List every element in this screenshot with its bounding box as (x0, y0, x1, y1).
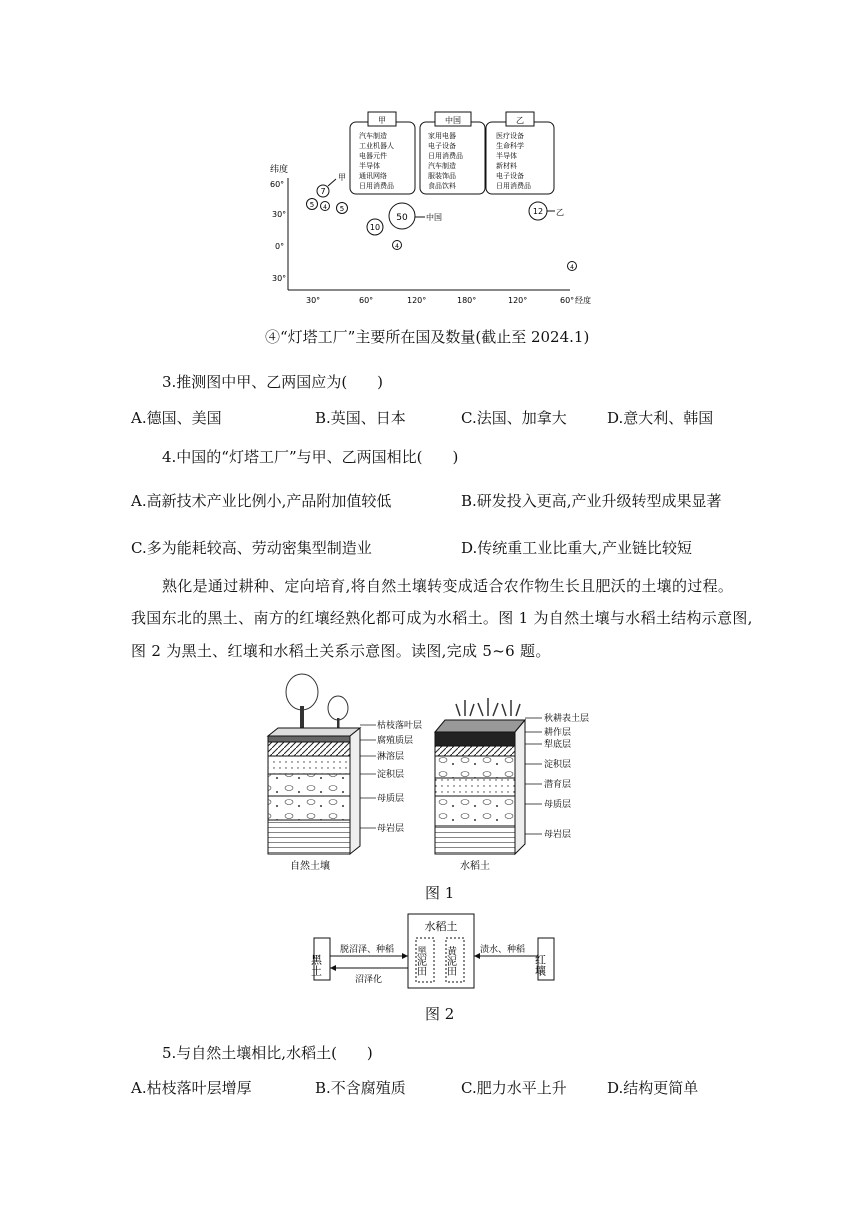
question-3-stem: 3.推测图中甲、乙两国应为( ) (162, 373, 384, 391)
svg-text:犁底层: 犁底层 (544, 740, 572, 750)
q4-option-b[interactable]: B.研发投入更高,产业升级转型成果显著 (461, 492, 722, 510)
lat-tick: 30° (272, 210, 287, 219)
lon-tick: 60° (560, 296, 575, 305)
soil-relationship-diagram (300, 910, 570, 992)
lat-tick: 60° (270, 180, 285, 189)
question-5-stem: 5.与自然土壤相比,水稻土( ) (162, 1044, 373, 1062)
figure-1-caption: 图 1 (425, 884, 455, 902)
q3-option-b[interactable]: B.英国、日本 (315, 409, 406, 427)
paddy-soil-block (435, 698, 589, 872)
q5-option-d[interactable]: D.结构更简单 (607, 1079, 699, 1097)
q5-option-b[interactable]: B.不含腐殖质 (315, 1079, 406, 1097)
arrow-label-swamp: 沼泽化 (355, 975, 383, 985)
box-item: 日用消费品 (496, 182, 531, 190)
box-item: 服装饰品 (428, 172, 456, 180)
box-title: 甲 (378, 116, 386, 125)
circle-5a (307, 199, 318, 210)
circle-yi-12 (529, 202, 564, 220)
svg-text:母质层: 母质层 (377, 794, 405, 804)
paddy-soil-box (408, 914, 474, 988)
q3-option-d[interactable]: D.意大利、韩国 (607, 409, 714, 427)
natural-soil-block (268, 674, 422, 872)
lon-tick: 120° (508, 296, 528, 305)
lon-tick: 180° (457, 296, 477, 305)
svg-text:淀积层: 淀积层 (377, 770, 405, 780)
label-china: 中国 (426, 213, 442, 222)
black-mud-field: 黑泥田 (414, 946, 426, 976)
passage-line-1: 熟化是通过耕种、定向培育,将自然土壤转变成适合农作物生长且肥沃的土壤的过程。 (162, 577, 734, 595)
q5-option-a[interactable]: A.枯枝落叶层增厚 (131, 1079, 252, 1097)
box-item: 汽车制造 (359, 132, 387, 140)
svg-text:10: 10 (369, 223, 381, 232)
circle-10 (367, 219, 383, 235)
svg-text:4: 4 (395, 243, 399, 250)
lon-tick: 120° (407, 296, 427, 305)
box-china (420, 112, 485, 194)
circle-4a (321, 202, 330, 212)
circle-china-50 (389, 203, 442, 229)
box-jia (350, 112, 415, 194)
q4-option-a[interactable]: A.高新技术产业比例小,产品附加值较低 (131, 492, 392, 510)
q3-option-a[interactable]: A.德国、美国 (131, 409, 222, 427)
lon-tick: 60° (359, 296, 374, 305)
svg-text:5: 5 (339, 205, 345, 213)
lat-tick: 0° (275, 242, 285, 251)
circle-4b (393, 241, 402, 251)
svg-text:腐殖质层: 腐殖质层 (377, 736, 414, 746)
svg-text:12: 12 (532, 207, 544, 216)
q4-option-c[interactable]: C.多为能耗较高、劳动密集型制造业 (131, 539, 372, 557)
svg-text:4: 4 (323, 204, 327, 211)
svg-text:5: 5 (309, 201, 315, 209)
box-item: 汽车制造 (428, 162, 456, 170)
svg-text:母岩层: 母岩层 (544, 830, 572, 840)
y-axis-label: 纬度 (270, 165, 289, 175)
label-yi: 乙 (556, 208, 564, 217)
svg-text:4: 4 (570, 264, 574, 271)
q4-option-d[interactable]: D.传统重工业比重大,产业链比较短 (461, 539, 693, 557)
q3-option-c[interactable]: C.法国、加拿大 (461, 409, 567, 427)
svg-text:耕作层: 耕作层 (544, 728, 572, 738)
black-soil-box (310, 938, 331, 980)
circle-5b (337, 203, 348, 214)
circle-4c (568, 262, 577, 272)
paddy-soil-title: 水稻土 (460, 861, 490, 872)
circle-jia-7 (317, 173, 346, 197)
svg-text:潜育层: 潜育层 (544, 780, 572, 790)
arrow-label-drain: 脱沼泽、种稻 (340, 945, 395, 955)
box-item: 生命科学 (496, 142, 524, 150)
box-item: 家用电器 (428, 132, 456, 140)
passage-line-2: 我国东北的黑土、南方的红壤经熟化都可成为水稻土。图 1 为自然土壤与水稻土结构示意图, (131, 609, 753, 627)
box-item: 电子设备 (428, 142, 456, 150)
box-yi (486, 112, 554, 194)
lat-tick: 30° (272, 274, 287, 283)
box-item: 新材料 (496, 162, 517, 170)
box-title: 乙 (516, 116, 524, 125)
soil-structure-figure (260, 670, 610, 875)
box-item: 食品饮料 (428, 182, 456, 190)
lighthouse-factory-figure (270, 100, 610, 325)
passage-line-3: 图 2 为黑土、红壤和水稻土关系示意图。读图,完成 5~6 题。 (131, 642, 551, 660)
figure-2-caption: 图 2 (425, 1005, 455, 1023)
box-item: 半导体 (359, 162, 380, 170)
arrow-label-flood: 渍水、种稻 (480, 945, 526, 955)
box-title: 中国 (445, 116, 461, 125)
q5-option-c[interactable]: C.肥力水平上升 (461, 1079, 567, 1097)
svg-text:母质层: 母质层 (544, 800, 572, 810)
box-item: 医疗设备 (496, 132, 524, 140)
svg-text:50: 50 (396, 213, 408, 223)
red-soil-box (534, 938, 555, 980)
svg-text:红壤: 红壤 (533, 954, 547, 976)
lon-tick: 30° (306, 296, 321, 305)
box-item: 半导体 (496, 152, 517, 160)
box-item: 工业机器人 (359, 142, 394, 150)
x-axis-label: 经度 (575, 296, 591, 305)
svg-text:秋耕表土层: 秋耕表土层 (544, 714, 590, 724)
label-jia: 甲 (338, 173, 346, 182)
figure-caption: ④“灯塔工厂”主要所在国及数量(截止至 2024.1) (265, 328, 590, 346)
box-item: 日用消费品 (359, 182, 394, 190)
svg-text:母岩层: 母岩层 (377, 824, 405, 834)
svg-text:枯枝落叶层: 枯枝落叶层 (377, 721, 423, 731)
yellow-mud-field: 黄泥田 (444, 946, 456, 976)
svg-text:黑土: 黑土 (309, 954, 323, 976)
question-4-stem: 4.中国的“灯塔工厂”与甲、乙两国相比( ) (162, 448, 459, 466)
box-item: 电子设备 (496, 172, 524, 180)
box-item: 日用消费品 (428, 152, 463, 160)
svg-text:淀积层: 淀积层 (544, 760, 572, 770)
svg-text:7: 7 (320, 187, 326, 196)
box-item: 通讯网络 (359, 172, 387, 180)
natural-soil-title: 自然土壤 (290, 861, 330, 872)
svg-text:水稻土: 水稻土 (424, 920, 458, 933)
svg-text:淋溶层: 淋溶层 (377, 752, 405, 762)
box-item: 电器元件 (359, 152, 387, 160)
